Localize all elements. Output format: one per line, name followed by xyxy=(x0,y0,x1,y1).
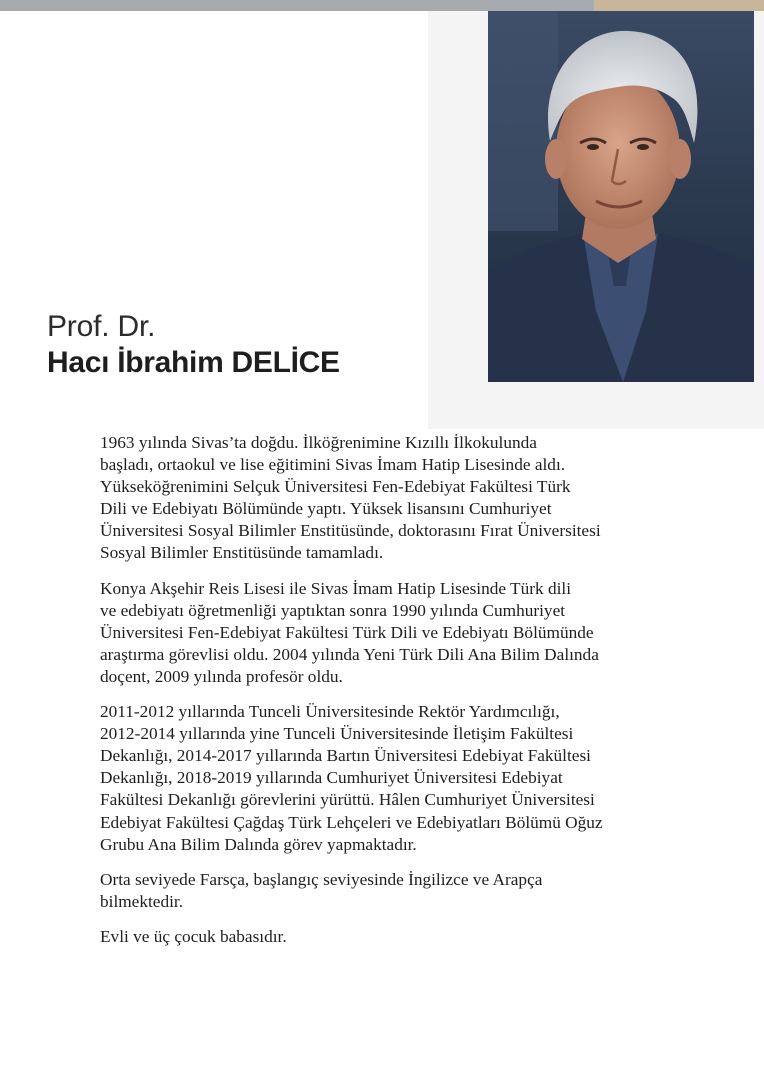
academic-title: Prof. Dr. xyxy=(47,310,156,343)
bio-line: 1963 yılında Sivas’ta doğdu. İlköğrenimine Kızıllı İlkokulunda xyxy=(100,433,537,452)
bio-paragraph-4 xyxy=(100,869,730,913)
top-accent-bar-gray xyxy=(0,0,594,11)
bio-line: 2011-2012 yıllarında Tunceli Üniversitesinde Rektör Yardımcılığı, xyxy=(100,702,560,722)
bio-line: Dekanlığı, 2014-2017 yıllarında Bartın Üniversitesi Edebiyat Fakültesi xyxy=(100,746,591,766)
bio-line: Dili ve Edebiyatı Bölümünde yaptı. Yüksek lisansını Cumhuriyet xyxy=(100,499,552,519)
portrait-illustration xyxy=(488,11,754,382)
bio-paragraph-1 xyxy=(100,432,730,565)
bio-line: Sosyal Bilimler Enstitüsünde tamamladı. xyxy=(100,543,384,563)
bio-paragraph-5 xyxy=(100,926,730,948)
bio-line: 2012-2014 yıllarında yine Tunceli Üniversitesinde İletişim Fakültesi xyxy=(100,724,574,744)
bio-line: bilmektedir. xyxy=(100,891,184,911)
bio-line: Grubu Ana Bilim Dalında görev yapmaktadır. xyxy=(100,834,417,854)
bio-line: Orta seviyede Farsça, başlangıç seviyesinde İngilizce ve Arapça xyxy=(100,869,543,889)
bio-line: Yükseköğrenimini Selçuk Üniversitesi Fen-Edebiyat Fakültesi Türk xyxy=(100,477,571,497)
bio-line: ve edebiyatı öğretmenliği yaptıktan sonra 1990 yılında Cumhuriyet xyxy=(100,600,566,620)
bio-line: Fakültesi Dekanlığı görevlerini yürüttü. Hâlen Cumhuriyet Üniversitesi xyxy=(100,790,595,810)
bio-paragraph-2 xyxy=(100,578,730,688)
bio-line: Üniversitesi Sosyal Bilimler Enstitüsünde, doktorasını Fırat Üniversitesi xyxy=(100,521,601,541)
bio-line: başladı, ortaokul ve lise eğitimini Sivas İmam Hatip Lisesinde aldı. xyxy=(100,455,566,475)
bio-line: Edebiyat Fakültesi Çağdaş Türk Lehçeleri ve Edebiyatları Bölümü Oğuz xyxy=(100,812,603,832)
bio-paragraph-3 xyxy=(100,701,730,856)
biography xyxy=(100,432,730,961)
top-accent-bar-tan xyxy=(594,0,764,11)
bio-line: Evli ve üç çocuk babasıdır. xyxy=(100,926,287,946)
bio-line: Üniversitesi Fen-Edebiyat Fakültesi Türk Dili ve Edebiyatı Bölümünde xyxy=(100,622,594,642)
bio-line: Dekanlığı, 2018-2019 yıllarında Cumhuriyet Üniversitesi Edebiyat xyxy=(100,768,563,788)
person-name: Hacı İbrahim DELİCE xyxy=(47,346,340,379)
bio-line: Konya Akşehir Reis Lisesi ile Sivas İmam Hatip Lisesinde Türk dili xyxy=(100,578,572,598)
bio-line: araştırma görevlisi oldu. 2004 yılında Yeni Türk Dili Ana Bilim Dalında xyxy=(100,644,599,664)
portrait-photo xyxy=(488,11,754,382)
bio-line: doçent, 2009 yılında profesör oldu. xyxy=(100,666,343,686)
person-heading xyxy=(47,310,340,382)
